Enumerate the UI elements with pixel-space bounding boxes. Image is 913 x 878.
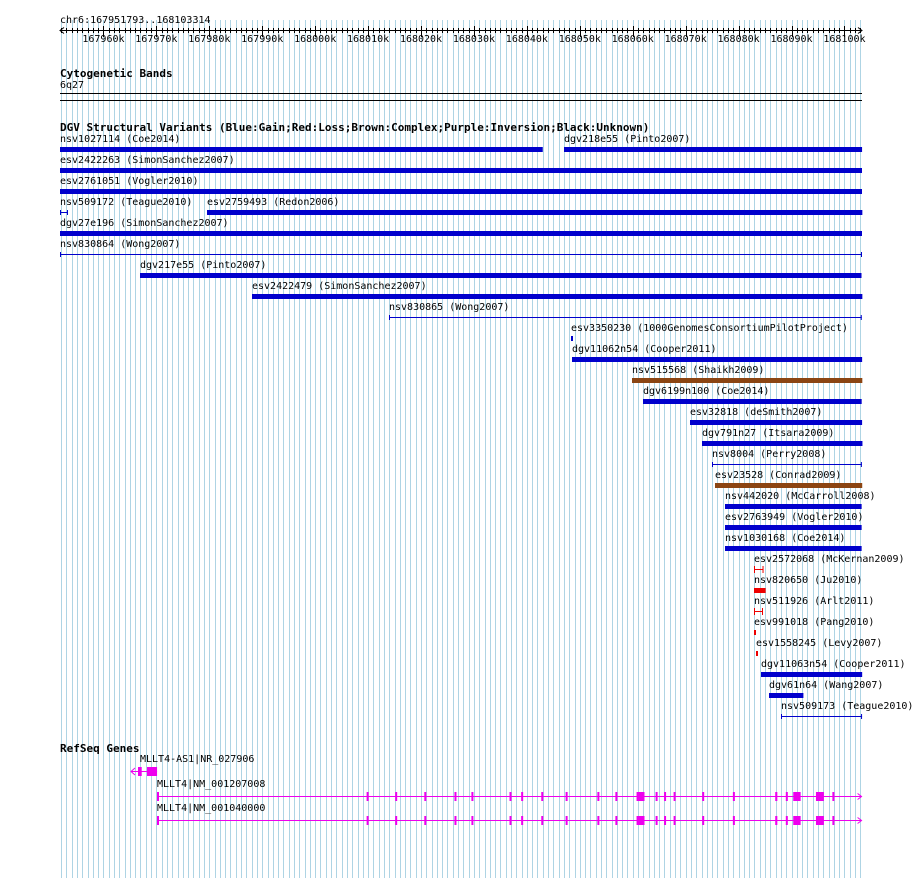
gene-model[interactable]: [149, 815, 866, 827]
sv-feature-label: nsv442020 (McCarroll2008): [725, 491, 876, 502]
sv-feature[interactable]: [571, 335, 575, 343]
ruler-tick-label: 168030k: [452, 34, 496, 45]
ruler-tick-label: 168040k: [505, 34, 548, 45]
sv-feature-label: nsv830865 (Wong2007): [389, 302, 510, 313]
sv-feature-label: nsv8004 (Perry2008): [712, 449, 827, 460]
sv-feature-label: dgv11062n54 (Cooper2011): [572, 344, 717, 355]
region-label: chr6:167951793..168103314: [60, 15, 211, 26]
sv-feature-label: esv1558245 (Levy2007): [756, 638, 883, 649]
sv-feature[interactable]: [643, 398, 864, 406]
ruler-tick-label: 168050k: [558, 34, 601, 45]
sv-feature-label: dgv27e196 (SimonSanchez2007): [60, 218, 229, 229]
sv-feature[interactable]: [712, 461, 864, 469]
ruler-tick-label: 168060k: [611, 34, 654, 45]
gene-model[interactable]: [130, 766, 162, 778]
gene-label: MLLT4|NM_001040000: [157, 803, 266, 814]
sv-feature[interactable]: [60, 188, 864, 196]
sv-feature-label: nsv509172 (Teague2010): [60, 197, 193, 208]
ruler-tick-label: 168010k: [347, 34, 390, 45]
sv-feature[interactable]: [725, 545, 864, 553]
gene-label: MLLT4|NM_001207008: [157, 779, 266, 790]
sv-feature[interactable]: [754, 587, 768, 595]
sv-feature-label: esv2763949 (Vogler2010): [725, 512, 864, 523]
ruler-tick-label: 167960k: [82, 34, 125, 45]
ruler-tick-label: 168000k: [294, 34, 337, 45]
sv-feature-label: nsv511926 (Arlt2011): [754, 596, 875, 607]
sv-feature[interactable]: [781, 713, 865, 721]
ruler-tick-label: 167980k: [188, 34, 231, 45]
ruler-tick-label: 168100k: [823, 34, 866, 45]
sv-feature-label: dgv11063n54 (Cooper2011): [761, 659, 906, 670]
sv-feature-label: esv2572068 (McKernan2009): [754, 554, 905, 565]
sv-feature[interactable]: [632, 377, 865, 385]
cytoband-track-title: Cytogenetic Bands: [60, 67, 173, 80]
sv-feature[interactable]: [769, 692, 806, 700]
sv-feature[interactable]: [715, 482, 865, 490]
sv-feature-label: nsv830864 (Wong2007): [60, 239, 181, 250]
ruler-tick-label: 168090k: [770, 34, 813, 45]
sv-feature-label: nsv1030168 (Coe2014): [725, 533, 846, 544]
sv-feature-label: nsv1027114 (Coe2014): [60, 134, 181, 145]
sv-feature-label: esv32818 (deSmith2007): [690, 407, 823, 418]
cytoband-label: 6q27: [60, 80, 85, 91]
cytoband-bar: [60, 93, 862, 94]
sv-feature[interactable]: [725, 524, 864, 532]
gene-label: MLLT4-AS1|NR_027906: [140, 754, 255, 765]
ruler-tick-label: 168070k: [664, 34, 707, 45]
sv-feature[interactable]: [754, 566, 766, 574]
sv-feature[interactable]: [60, 230, 864, 238]
sv-feature-label: esv2422263 (SimonSanchez2007): [60, 155, 235, 166]
sv-feature-label: esv2422479 (SimonSanchez2007): [252, 281, 427, 292]
dgv-track-title: DGV Structural Variants (Blue:Gain;Red:Loss;Brown:Complex;Purple:Inversion;Black:Unknown): [60, 121, 650, 134]
sv-feature[interactable]: [690, 419, 865, 427]
sv-feature[interactable]: [389, 314, 864, 322]
ruler-tick-label: 167970k: [135, 34, 178, 45]
sv-feature[interactable]: [60, 251, 864, 259]
sv-feature[interactable]: [60, 146, 545, 154]
sv-feature-label: esv991018 (Pang2010): [754, 617, 875, 628]
sv-feature-label: nsv509173 (Teague2010): [781, 701, 913, 712]
ruler-tick-label: 168080k: [717, 34, 760, 45]
sv-feature[interactable]: [754, 608, 765, 616]
ruler-tick-label: 167990k: [241, 34, 284, 45]
track-divider: [60, 100, 862, 101]
sv-feature[interactable]: [725, 503, 864, 511]
sv-feature[interactable]: [564, 146, 865, 154]
sv-feature[interactable]: [60, 167, 864, 175]
sv-feature[interactable]: [756, 650, 760, 658]
sv-feature[interactable]: [761, 671, 865, 679]
sv-feature-label: dgv791n27 (Itsara2009): [702, 428, 835, 439]
sv-feature[interactable]: [754, 629, 758, 637]
sv-feature-label: dgv217e55 (Pinto2007): [140, 260, 267, 271]
sv-feature[interactable]: [140, 272, 864, 280]
sv-feature-label: dgv6199n100 (Coe2014): [643, 386, 770, 397]
sv-feature-label: esv23528 (Conrad2009): [715, 470, 842, 481]
sv-feature[interactable]: [252, 293, 865, 301]
sv-feature[interactable]: [572, 356, 865, 364]
sv-feature-label: dgv218e55 (Pinto2007): [564, 134, 691, 145]
sv-feature-label: nsv820650 (Ju2010): [754, 575, 863, 586]
gene-model[interactable]: [149, 791, 866, 803]
sv-feature-label: esv2761051 (Vogler2010): [60, 176, 199, 187]
sv-feature[interactable]: [60, 209, 70, 217]
sv-feature-label: dgv61n64 (Wang2007): [769, 680, 884, 691]
sv-feature[interactable]: [702, 440, 865, 448]
sv-feature[interactable]: [207, 209, 865, 217]
ruler-tick-label: 168020k: [399, 34, 443, 45]
sv-feature-label: esv2759493 (Redon2006): [207, 197, 340, 208]
refseq-track-title: RefSeq Genes: [60, 742, 140, 755]
sv-feature-label: nsv515568 (Shaikh2009): [632, 365, 765, 376]
sv-feature-label: esv3350230 (1000GenomesConsortiumPilotProject): [571, 323, 848, 334]
